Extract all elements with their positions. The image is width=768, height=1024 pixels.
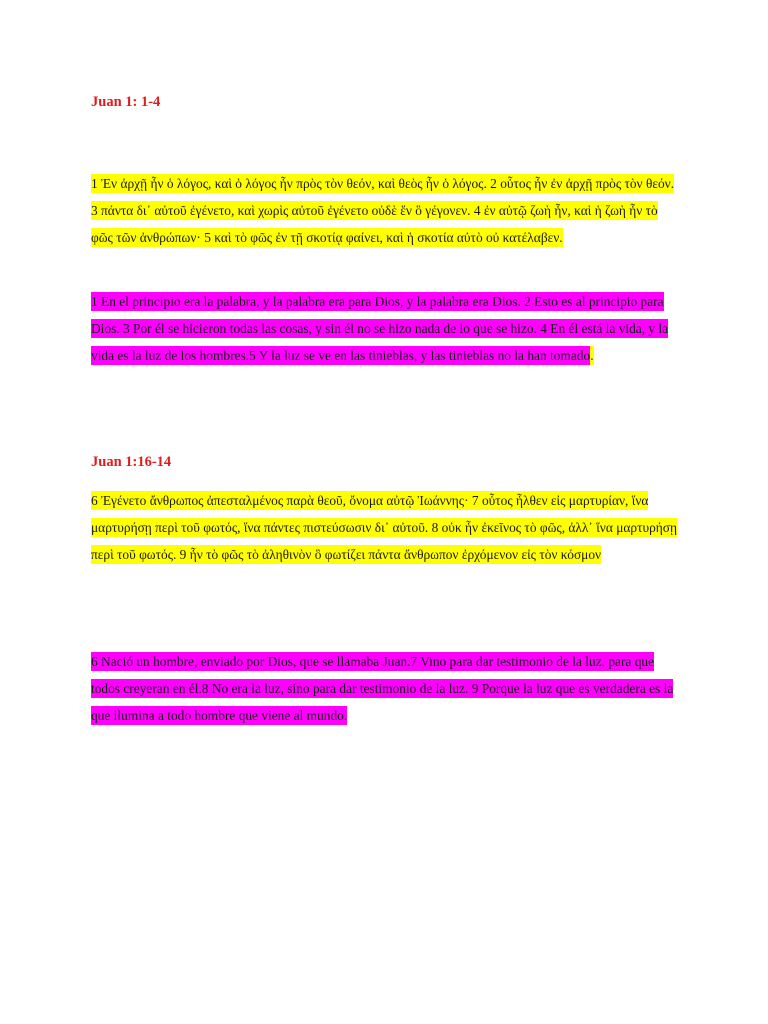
- greek-passage: [91, 487, 681, 568]
- section-heading: Juan 1: 1-4: [91, 94, 161, 110]
- spanish-text: 1 En el principio era la palabra, y la palabra era para Dios, y la palabra era Dios. 2 Esto es al principio para Dios. 3 Por él se hicieron todas las cosas, y sin él no se hizo nada de lo que se hizo. 4 En él está la vida, y la vida es la luz de los hombres.5 Y la luz se ve en las tinieblas, y las tinieblas no la han tomado: [91, 294, 669, 363]
- spanish-passage: [91, 288, 681, 369]
- spanish-passage: [91, 648, 681, 729]
- spanish-tail-text: .: [590, 348, 594, 363]
- section-heading: Juan 1:16-14: [91, 454, 172, 470]
- greek-text: 1 Ἐν ἀρχῇ ἦν ὁ λόγος, καὶ ὁ λόγος ἦν πρὸς τὸν θεόν, καὶ θεὸς ἦν ὁ λόγος. 2 οὗτος ἦν ἐν ἀρχῇ πρὸς τὸν θεόν. 3 πάντα δι᾽ αὐτοῦ ἐγένετο, καὶ χωρὶς αὐτοῦ ἐγένετο οὐδὲ ἕν ὃ γέγονεν. 4 ἐν αὐτῷ ζωὴ ἦν, καὶ ἡ ζωὴ ἦν τὸ φῶς τῶν ἀνθρώπων· 5 καὶ τὸ φῶς ἐν τῇ σκοτίᾳ φαίνει, καὶ ἡ σκοτία αὐτὸ οὐ κατέλαβεν.: [91, 176, 675, 245]
- greek-passage: [91, 170, 681, 251]
- greek-text: 6 Ἐγένετο ἄνθρωπος ἀπεσταλμένος παρὰ θεοῦ, ὄνομα αὐτῷ Ἰωάννης· 7 οὗτος ἦλθεν εἰς μαρτυρίαν, ἵνα μαρτυρήσῃ περὶ τοῦ φωτός, ἵνα πάντες πιστεύσωσιν δι᾽ αὐτοῦ. 8 οὐκ ἦν ἐκεῖνος τὸ φῶς, ἀλλ᾽ ἵνα μαρτυρήσῃ περὶ τοῦ φωτός. 9 ἦν τὸ φῶς τὸ ἀληθινὸν ὃ φωτίζει πάντα ἄνθρωπον ἐρχόμενον εἰς τὸν κόσμον: [91, 493, 678, 562]
- spanish-text: 6 Nació un hombre, enviado por Dios, que se llamaba Juan.7 Vino para dar testimonio de la luz, para que todos creyeran en él.8 No era la luz, sino para dar testimonio de la luz. 9 Porque la luz que es verdadera es la que ilumina a todo hombre que viene al mundo.: [91, 654, 674, 723]
